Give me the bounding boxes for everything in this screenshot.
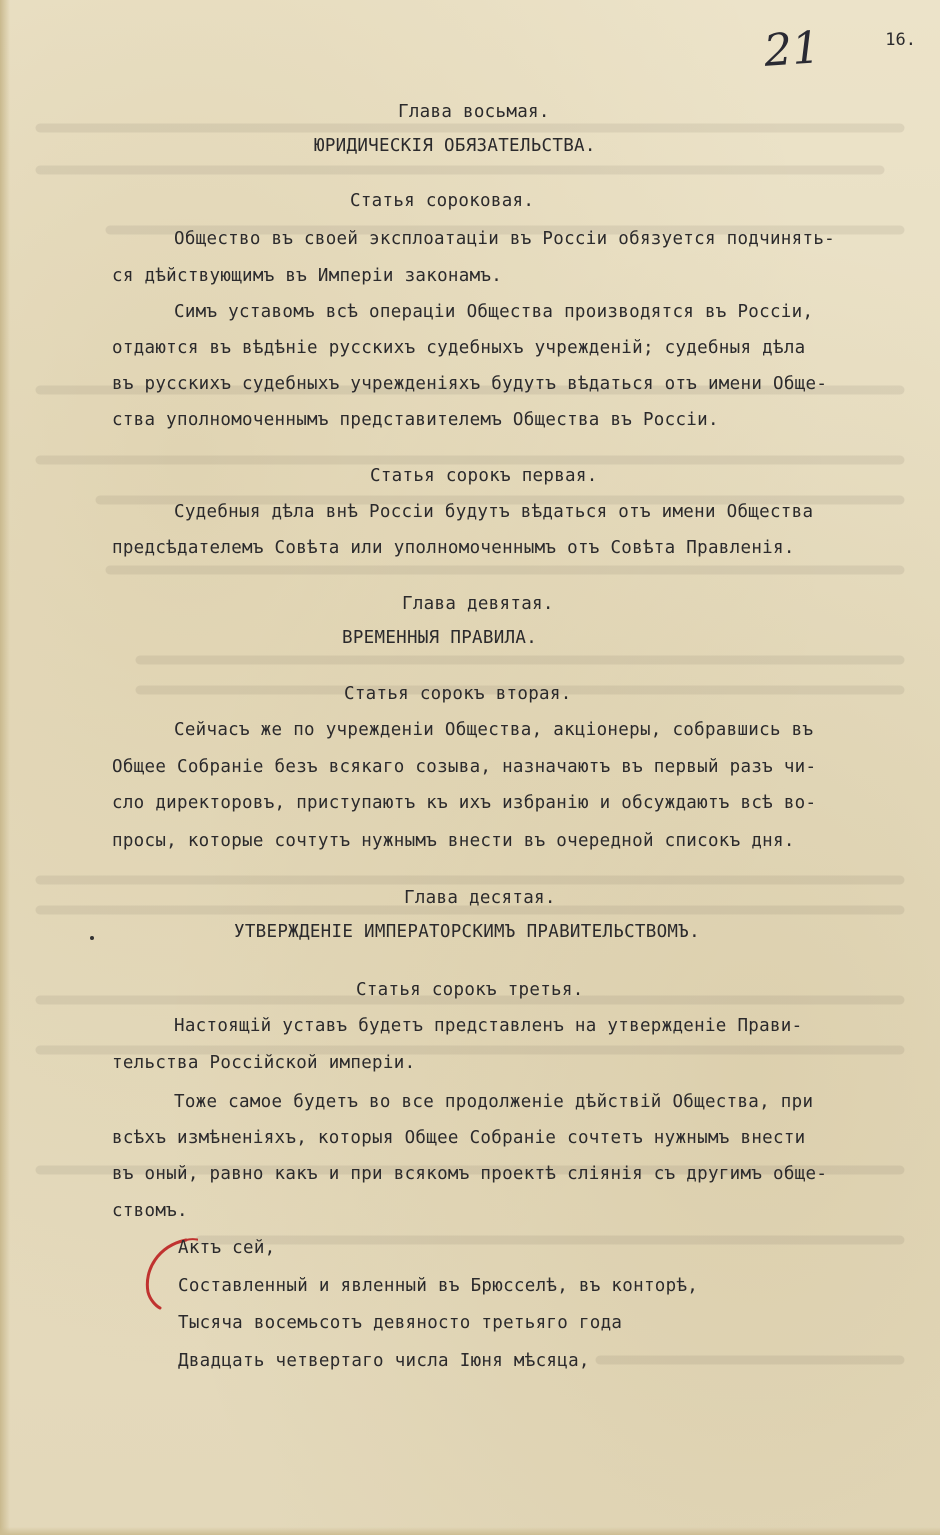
text-line: въ русскихъ судебныхъ учрежденiяхъ будутъ вѣдаться отъ имени Обще-: [112, 374, 828, 394]
text-line: Тысяча восемьсотъ девяносто третьяго года: [178, 1313, 623, 1333]
chapter-10-title: УТВЕРЖДЕНIЕ ИМПЕРАТОРСКИМЪ ПРАВИТЕЛЬСТВОМЪ.: [234, 922, 700, 942]
chapter-8-heading: Глава восьмая.: [398, 102, 550, 122]
ink-dot: [90, 936, 94, 940]
text-line: въ оный, равно какъ и при всякомъ проектѣ слiянiя съ другимъ обще-: [112, 1164, 828, 1184]
text-line: Симъ уставомъ всѣ операцiи Общества производятся въ Россiи,: [174, 302, 814, 322]
text-line: отдаются въ вѣдѣнiе русскихъ судебныхъ учрежденiй; судебныя дѣла: [112, 338, 806, 358]
text-line: тельства Россiйской имперiи.: [112, 1053, 416, 1073]
text-line: Общество въ своей эксплоатацiи въ Россiи обязуется подчинять-: [174, 229, 835, 249]
text-line: всѣхъ измѣненiяхъ, которыя Общее Собранiе сочтетъ нужнымъ внести: [112, 1128, 806, 1148]
text-line: сло директоровъ, приступаютъ къ ихъ избранiю и обсуждаютъ всѣ во-: [112, 793, 817, 813]
text-line: Двадцать четвертаго числа Iюня мѣсяца,: [178, 1351, 590, 1371]
text-line: Общее Собранiе безъ всякаго созыва, назначаютъ въ первый разъ чи-: [112, 757, 817, 777]
article-42-heading: Статья сорокъ вторая.: [344, 684, 572, 704]
article-40-heading: Статья сороковая.: [350, 191, 535, 211]
article-41-heading: Статья сорокъ первая.: [370, 466, 598, 486]
article-43-heading: Статья сорокъ третья.: [356, 980, 584, 1000]
text-line: Судебныя дѣла внѣ Россiи будутъ вѣдаться отъ имени Общества: [174, 502, 814, 522]
chapter-9-title: ВРЕМЕННЫЯ ПРАВИЛА.: [342, 628, 538, 648]
chapter-9-heading: Глава девятая.: [402, 594, 554, 614]
page-number: 16.: [885, 30, 916, 50]
chapter-8-title: ЮРИДИЧЕСКIЯ ОБЯЗАТЕЛЬСТВА.: [314, 136, 596, 156]
text-line: ства уполномоченнымъ представителемъ Общества въ Россiи.: [112, 410, 719, 430]
chapter-10-heading: Глава десятая.: [404, 888, 556, 908]
text-line: Настоящiй уставъ будетъ представленъ на утвержденiе Прави-: [174, 1016, 803, 1036]
handwritten-folio-number: 21: [762, 22, 822, 77]
text-line: ся дѣйствующимъ въ Имперiи законамъ.: [112, 266, 503, 286]
text-line: Тоже самое будетъ во все продолженiе дѣйствiй Общества, при: [174, 1092, 814, 1112]
text-line: просы, которые сочтутъ нужнымъ внести въ очередной списокъ дня.: [112, 831, 795, 851]
text-line: Составленный и явленный въ Брюсселѣ, въ конторѣ,: [178, 1276, 699, 1296]
text-line: предсѣдателемъ Совѣта или уполномоченнымъ отъ Совѣта Правленiя.: [112, 538, 795, 558]
text-line: Сейчасъ же по учрежденiи Общества, акцiонеры, собравшись въ: [174, 720, 814, 740]
text-line: Актъ сей,: [178, 1238, 276, 1258]
text-line: ствомъ.: [112, 1201, 188, 1221]
